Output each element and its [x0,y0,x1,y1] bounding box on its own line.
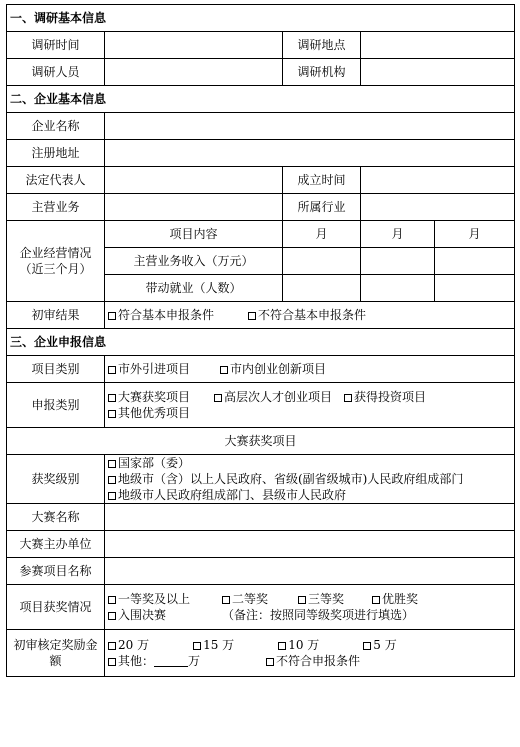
organizer-field[interactable] [105,531,515,558]
competition-award-checkbox[interactable]: 大赛获奖项目 [108,389,190,405]
project-category-label: 项目类别 [7,356,105,383]
section-title-application: 三、企业申报信息 [7,329,515,356]
second-prize-checkbox[interactable]: 二等奖 [222,591,268,607]
survey-time-label: 调研时间 [7,32,105,59]
survey-time-field[interactable] [105,32,283,59]
established-label: 成立时间 [283,167,361,194]
competition-award-header: 大赛获奖项目 [7,428,515,455]
entry-name-label: 参赛项目名称 [7,558,105,585]
checkbox-icon [108,658,116,666]
established-field[interactable] [361,167,515,194]
checkbox-icon [108,312,116,320]
checkbox-icon [108,612,116,620]
checkbox-icon [108,394,116,402]
survey-org-label: 调研机构 [283,59,361,86]
reward-other-checkbox[interactable]: 其他： 万 [108,653,200,669]
review-eligible-checkbox[interactable]: 符合基本申报条件 [108,307,214,323]
initial-review-options [105,302,515,329]
checkbox-icon [222,596,230,604]
employment-month-1-field[interactable] [283,275,361,302]
reward-amount-options [105,630,515,677]
first-prize-checkbox[interactable]: 一等奖及以上 [108,591,190,607]
company-name-field[interactable] [105,113,515,140]
review-not-eligible-checkbox[interactable]: 不符合基本申报条件 [248,307,366,323]
checkbox-icon [108,492,116,500]
checkbox-icon [372,596,380,604]
checkbox-icon [108,476,116,484]
legal-rep-label: 法定代表人 [7,167,105,194]
main-business-label: 主营业务 [7,194,105,221]
award-status-label: 项目获奖情况 [7,585,105,630]
high-level-talent-checkbox[interactable]: 高层次人才创业项目 [214,389,332,405]
checkbox-icon [363,642,371,650]
checkbox-icon [108,596,116,604]
reward-5-checkbox[interactable]: 5 万 [363,637,396,653]
third-prize-checkbox[interactable]: 三等奖 [298,591,344,607]
operations-label: 企业经营情况（近三个月） [7,221,105,302]
checkbox-icon [248,312,256,320]
checkbox-icon [298,596,306,604]
company-name-label: 企业名称 [7,113,105,140]
section-title-survey: 一、调研基本信息 [7,5,515,32]
survey-location-field[interactable] [361,32,515,59]
competition-name-label: 大赛名称 [7,504,105,531]
external-project-checkbox[interactable]: 市外引进项目 [108,361,190,377]
checkbox-icon [214,394,222,402]
surveyor-field[interactable] [105,59,283,86]
month-header-1: 月 [283,221,361,248]
checkbox-icon [220,366,228,374]
registered-address-label: 注册地址 [7,140,105,167]
application-category-label: 申报类别 [7,383,105,428]
checkbox-icon [108,366,116,374]
finalist-checkbox[interactable]: 入围决赛 [108,607,166,623]
industry-label: 所属行业 [283,194,361,221]
revenue-month-2-field[interactable] [361,248,435,275]
application-category-options [105,383,515,428]
award-level-label: 获奖级别 [7,455,105,504]
organizer-label: 大赛主办单位 [7,531,105,558]
checkbox-icon [266,658,274,666]
registered-address-field[interactable] [105,140,515,167]
competition-name-field[interactable] [105,504,515,531]
reward-other-amount-field[interactable] [154,654,188,667]
award-note: （备注：按照同等级奖项进行填选） [222,608,415,622]
reward-amount-label: 初审核定奖励金额 [7,630,105,677]
other-excellent-checkbox[interactable]: 其他优秀项目 [108,405,190,421]
merit-prize-checkbox[interactable]: 优胜奖 [372,591,418,607]
employment-month-2-field[interactable] [361,275,435,302]
employment-label: 带动就业（人数） [105,275,283,302]
checkbox-icon [344,394,352,402]
checkbox-icon [108,642,116,650]
reward-not-eligible-checkbox[interactable]: 不符合申报条件 [266,653,360,669]
application-form-table [6,4,515,677]
reward-15-checkbox[interactable]: 15 万 [193,637,234,653]
industry-field[interactable] [361,194,515,221]
month-header-2: 月 [361,221,435,248]
surveyor-label: 调研人员 [7,59,105,86]
reward-10-checkbox[interactable]: 10 万 [278,637,319,653]
survey-org-field[interactable] [361,59,515,86]
award-status-options [105,585,515,630]
local-project-checkbox[interactable]: 市内创业创新项目 [220,361,326,377]
entry-name-field[interactable] [105,558,515,585]
item-content-header: 项目内容 [105,221,283,248]
checkbox-icon [278,642,286,650]
national-ministry-checkbox[interactable]: 国家部（委） [108,455,190,471]
section-title-company: 二、企业基本信息 [7,86,515,113]
month-header-3: 月 [435,221,515,248]
investment-checkbox[interactable]: 获得投资项目 [344,389,426,405]
main-business-field[interactable] [105,194,283,221]
revenue-month-3-field[interactable] [435,248,515,275]
checkbox-icon [108,460,116,468]
revenue-month-1-field[interactable] [283,248,361,275]
checkbox-icon [108,410,116,418]
survey-location-label: 调研地点 [283,32,361,59]
county-government-checkbox[interactable]: 地级市人民政府组成部门、县级市人民政府 [108,487,346,503]
legal-rep-field[interactable] [105,167,283,194]
project-category-options [105,356,515,383]
checkbox-icon [193,642,201,650]
prefecture-government-option[interactable]: 地级市（含）以上人民政府、省级(副省级城市)人民政府组成部门 [108,471,511,487]
award-level-options [105,455,515,504]
reward-20-checkbox[interactable]: 20 万 [108,637,149,653]
employment-month-3-field[interactable] [435,275,515,302]
initial-review-label: 初审结果 [7,302,105,329]
revenue-label: 主营业务收入（万元） [105,248,283,275]
